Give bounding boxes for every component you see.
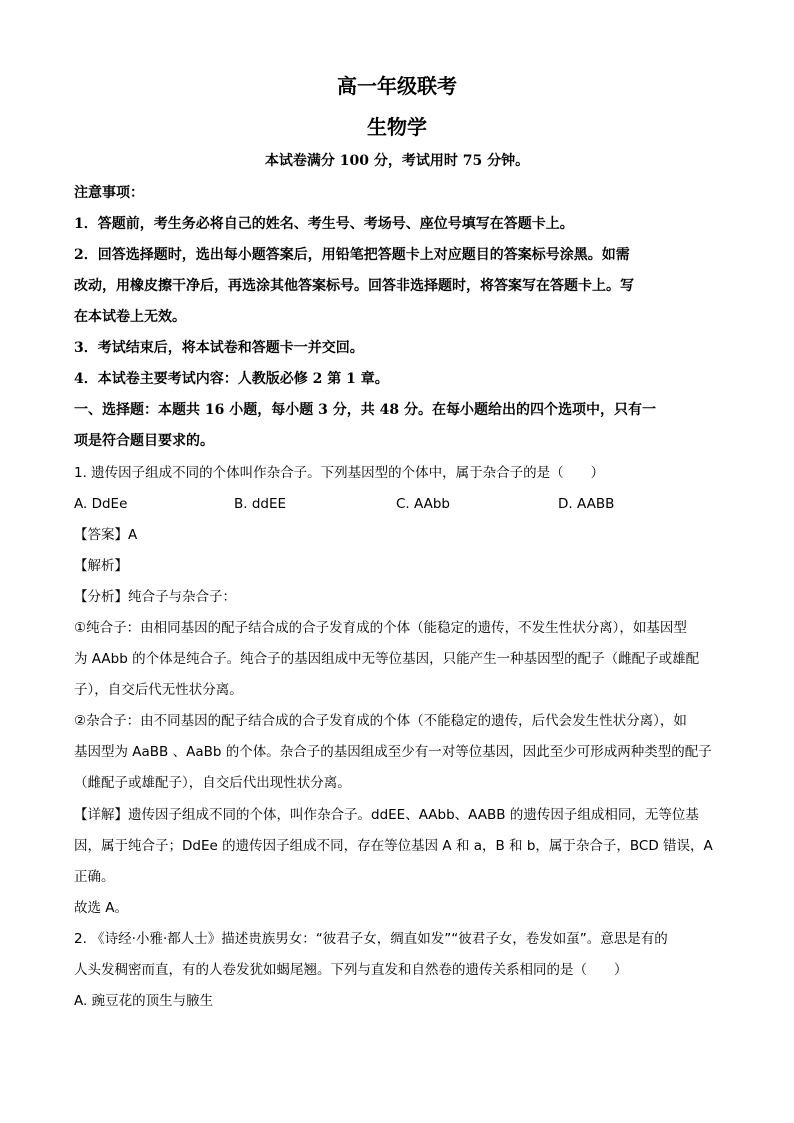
question-1-option-c: C. AAbb [396,496,450,512]
note-item-4: 4．本试卷主要考试内容：人教版必修 2 第 1 章。 [74,371,389,387]
section-heading-line-2: 项是符合题目要求的。 [74,433,214,449]
exam-info: 本试卷满分 100 分，考试用时 75 分钟。 [264,153,530,169]
exam-title: 高一年级联考 [337,74,457,98]
note-item-3: 3．考试结束后，将本试卷和答题卡一并交回。 [74,340,364,356]
note-item-2-line-1: 2．回答选择题时，选出每小题答案后，用铅笔把答题卡上对应题目的答案标号涂黑。如需 [74,247,630,263]
hetero-line-2: 基因型为 AaBB 、AaBb 的个体。杂合子的基因组成至少有一对等位基因，因此至少可形成两种类型的配子 [74,744,712,760]
question-1-stem: 1. 遗传因子组成不同的个体叫作杂合子。下列基因型的个体中，属于杂合子的是（ ） [74,465,605,481]
detail-line-2: 因，属于纯合子；DdEe 的遗传因子组成不同，存在等位基因 A 和 a，B 和 b，属于杂合子，BCD 错误，A [74,838,713,854]
question-1-option-a: A. DdEe [74,496,128,512]
notes-heading: 注意事项： [74,185,144,201]
detail-line-1: 【详解】遗传因子组成不同的个体，叫作杂合子。ddEE、AAbb、AABB 的遗传因子组成相同，无等位基 [74,807,699,823]
note-item-1: 1．答题前，考生务必将自己的姓名、考生号、考场号、座位号填写在答题卡上。 [74,216,574,232]
question-2-stem-line-2: 人头发稠密而直，有的人卷发犹如蝎尾翘。下列与直发和自然卷的遗传关系相同的是（ ） [74,962,628,978]
question-1-option-b: B. ddEE [234,496,287,512]
analysis-label: 【解析】 [74,558,128,574]
pure-line-1: ①纯合子：由相同基因的配子结合成的合子发育成的个体（能稳定的遗传，不发生性状分离），如基因型 [74,620,687,636]
question-2-stem-line-1: 2. 《诗经·小雅·都人士》描述贵族男女：“彼君子女，绸直如发”“彼君子女，卷发如虿”。意思是有的 [74,931,668,947]
pure-line-2: 为 AAbb 的个体是纯合子。纯合子的基因组成中无等位基因，只能产生一种基因型的配子（雌配子或雄配 [74,651,700,667]
answer-label: 【答案】A [74,527,138,543]
question-2-option-a: A. 豌豆花的顶生与腋生 [74,993,214,1009]
pure-line-3: 子），自交后代无性状分离。 [74,682,243,698]
hetero-line-1: ②杂合子：由不同基因的配子结合成的合子发育成的个体（不能稳定的遗传，后代会发生性状分离），如 [74,713,687,729]
section-heading-line-1: 一、选择题：本题共 16 小题，每小题 3 分，共 48 分。在每小题给出的四个选项中，只有一 [74,402,656,418]
question-1-option-d: D. AABB [558,496,615,512]
subject-title: 生物学 [367,115,427,139]
note-item-2-line-2: 改动，用橡皮擦干净后，再选涂其他答案标号。回答非选择题时，将答案写在答题卡上。写 [74,278,634,294]
conclusion: 故选 A。 [74,900,129,916]
analysis-heading: 【分析】纯合子与杂合子： [74,589,236,605]
note-item-2-line-3: 在本试卷上无效。 [74,309,186,325]
hetero-line-3: （雌配子或雄配子），自交后代出现性状分离。 [74,775,351,791]
detail-line-3: 正确。 [74,869,115,885]
